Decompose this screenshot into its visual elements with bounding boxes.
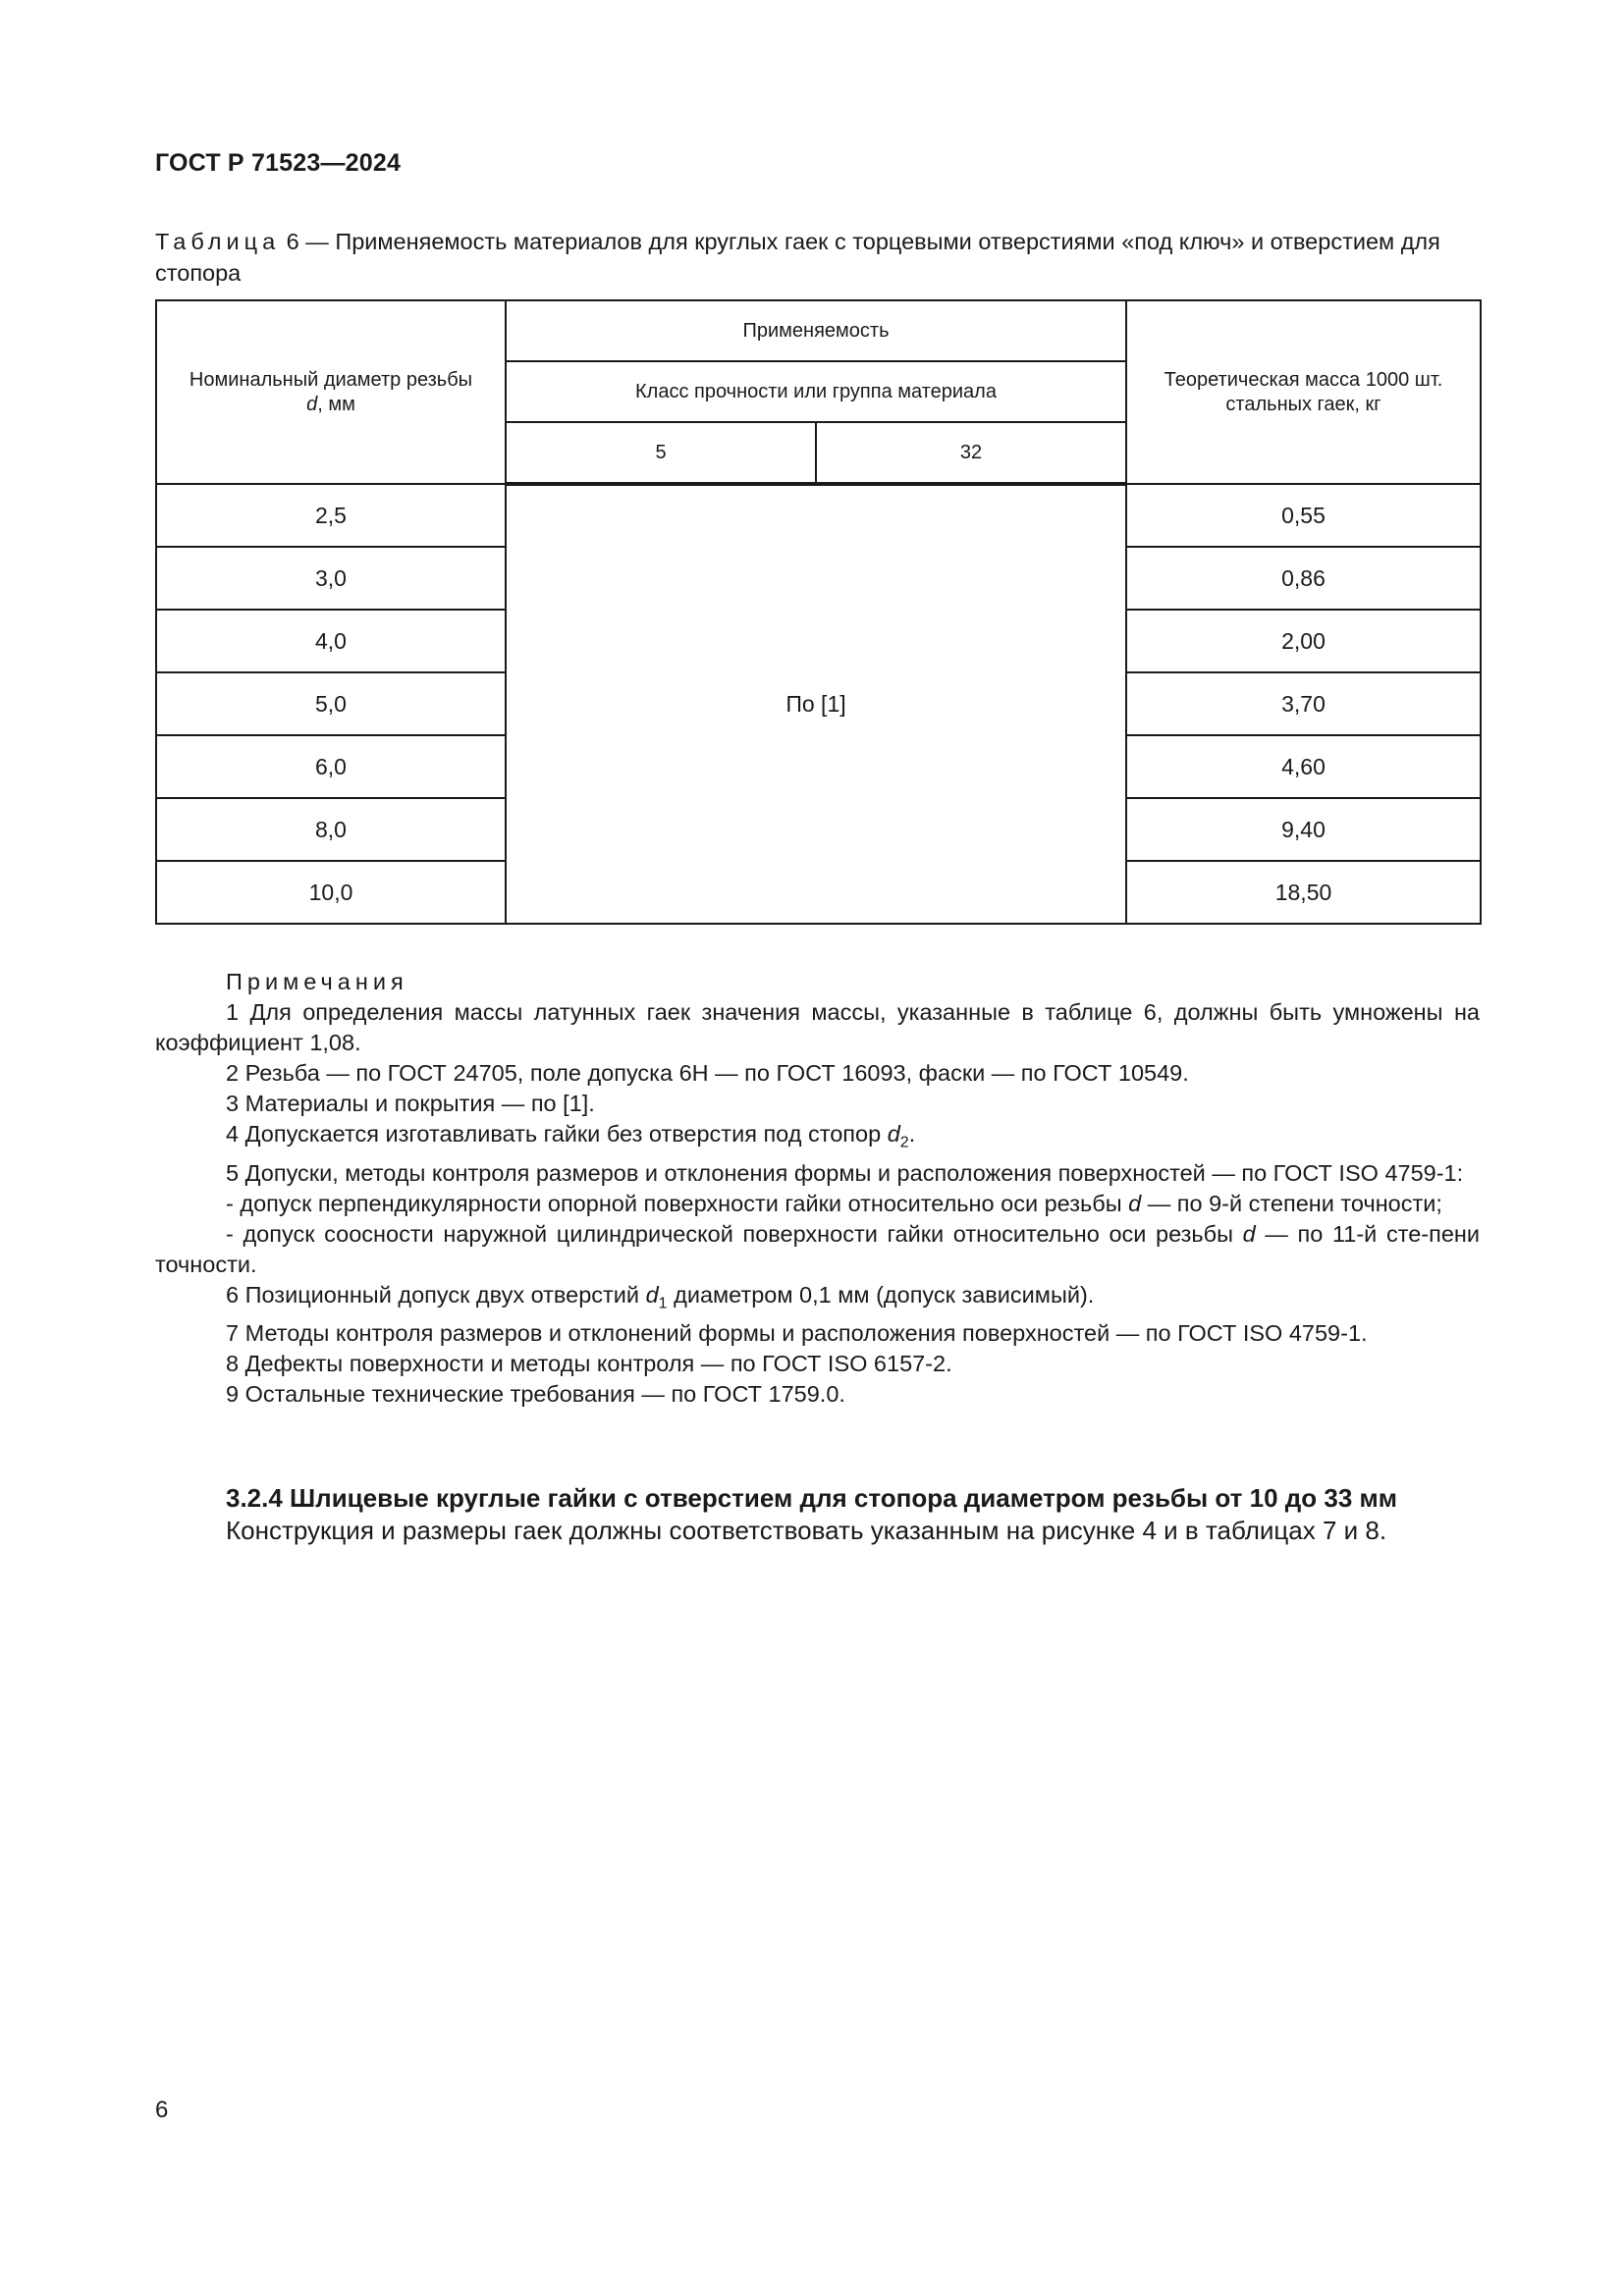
mass-cell: 3,70 [1126,672,1481,735]
mass-cell: 2,00 [1126,610,1481,672]
mass-cell: 0,55 [1126,484,1481,547]
table-row [156,484,1481,547]
note-6: 6 Позиционный допуск двух отверстий $d_1$ диаметром 0,1 мм (допуск зависимый). [226,1281,1095,1312]
applicability-table [155,299,1482,925]
table-caption-text: 6 — Применяемость материалов для круглых гаек с торцевыми отверстиями «под ключ» и отверстием для стопора [155,229,1440,286]
note-3: 3 Материалы и покрытия — по [1]. [226,1091,595,1116]
header-diameter-symbol: d [306,393,318,415]
section-title: 3.2.4 Шлицевые круглые гайки с отверстием для стопора диаметром резьбы от 10 до 33 мм [226,1483,1397,1513]
mass-cell: 0,86 [1126,547,1481,610]
mass-cell: 18,50 [1126,861,1481,924]
note-4: 4 Допускается изготавливать гайки без отверстия под стопор $d_2$. [226,1121,916,1151]
header-diameter-unit: , мм [317,393,355,415]
mass-cell: 4,60 [1126,735,1481,798]
note-9: 9 Остальные технические требования — по ГОСТ 1759.0. [226,1381,845,1408]
diameter-cell: 10,0 [156,861,506,924]
header-diameter [156,300,506,484]
table-caption [155,226,1479,289]
note-2: 2 Резьба — по ГОСТ 24705, поле допуска 6H — по ГОСТ 16093, фаски — по ГОСТ 10549. [226,1060,1189,1086]
diameter-cell: 4,0 [156,610,506,672]
diameter-cell: 3,0 [156,547,506,610]
diameter-cell: 6,0 [156,735,506,798]
notes-title: Примечания [226,969,408,994]
header-mass: Теоретическая масса 1000 шт. стальных гаек, кг [1126,300,1481,484]
document-header: ГОСТ Р 71523—2024 [155,149,402,177]
header-applicability: Применяемость [506,300,1126,361]
page-number: 6 [155,2097,169,2123]
mass-cell: 9,40 [1126,798,1481,861]
note-7: 7 Методы контроля размеров и отклонений формы и расположения поверхностей — по ГОСТ ISO 4759-1. [226,1320,1368,1347]
diameter-cell: 2,5 [156,484,506,547]
section-3-2-4 [155,1482,1480,1547]
note-8: 8 Дефекты поверхности и методы контроля — по ГОСТ ISO 6157-2. [226,1351,952,1377]
section-text: Конструкция и размеры гаек должны соответствовать указанным на рисунке 4 и в таблицах 7 и 8. [226,1516,1387,1545]
note-1: 1 Для определения массы латунных гаек значения массы, указанные в таблице 6, должны быть умножены на коэффициент 1,08. [155,999,1480,1055]
note-5a: - допуск перпендикулярности опорной поверхности гайки относительно оси резьбы d — по 9-й степени точности; [226,1190,1442,1216]
header-strength-class: Класс прочности или группа материала [506,361,1126,422]
header-class-5: 5 [506,422,816,484]
note-5b: - допуск соосности наружной цилиндрической поверхности гайки относительно оси резьбы d — по 11-й сте-пени точности. [155,1220,1480,1277]
table-caption-label: Таблица [155,229,281,254]
header-diameter-label: Номинальный диаметр резьбы [189,368,473,391]
diameter-cell: 5,0 [156,672,506,735]
note-5: 5 Допуски, методы контроля размеров и отклонения формы и расположения поверхностей — по ГОСТ ISO 4759-1: [226,1159,1464,1186]
merged-applicability-cell: По [1] [506,484,1126,924]
header-class-32: 32 [816,422,1126,484]
diameter-cell: 8,0 [156,798,506,861]
notes-block [155,967,1480,1410]
